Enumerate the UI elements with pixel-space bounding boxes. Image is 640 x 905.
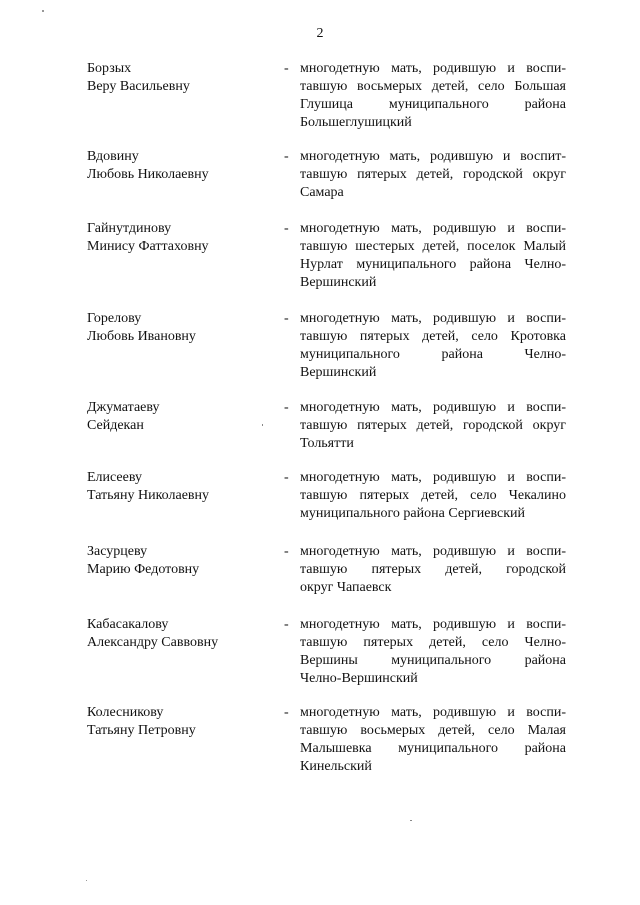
recipient-name: [87, 310, 277, 346]
description-line: муниципального района Сергиевский: [300, 506, 526, 521]
description-line: многодетную мать, родившую и воспи-: [300, 221, 566, 236]
description-line: Кинельский: [300, 759, 372, 774]
entry-description: [300, 60, 566, 132]
recipient-name: [87, 60, 277, 96]
entry-description: [300, 399, 566, 453]
entry-description: [300, 616, 566, 688]
entry-dash: -: [284, 470, 289, 485]
entry-dash: -: [284, 705, 289, 720]
surname: Борзых: [87, 61, 132, 76]
surname: Вдовину: [87, 149, 139, 164]
entry-description: [300, 704, 566, 776]
description-line: Нурлат муниципального района Челно-: [300, 257, 566, 272]
description-line: тавшую пятерых детей, село Кротовка: [300, 329, 566, 344]
given-names: Любовь Николаевну: [87, 167, 209, 182]
description-line: Вершины муниципального района: [300, 653, 566, 668]
scan-speck: [410, 820, 412, 821]
entry-description: [300, 310, 566, 382]
description-line: тавшую пятерых детей, городской округ: [300, 167, 566, 182]
description-line: муниципального района Челно-: [300, 347, 566, 362]
surname: Елисееву: [87, 470, 142, 485]
description-line: Малышевка муниципального района: [300, 741, 566, 756]
entry-dash: -: [284, 400, 289, 415]
surname: Колесникову: [87, 705, 164, 720]
scan-speck: [42, 10, 44, 12]
surname: Засурцеву: [87, 544, 148, 559]
description-line: многодетную мать, родившую и воспи-: [300, 617, 566, 632]
scan-speck: [86, 880, 87, 881]
description-line: Глушица муниципального района: [300, 97, 566, 112]
entry-description: [300, 469, 566, 523]
recipient-name: [87, 469, 277, 505]
given-names: Сейдекан: [87, 418, 144, 433]
surname: Гайнутдинову: [87, 221, 172, 236]
recipient-name: [87, 616, 277, 652]
entry-dash: -: [284, 311, 289, 326]
description-line: Вершинский: [300, 365, 377, 380]
recipient-name: [87, 543, 277, 579]
description-line: многодетную мать, родившую и воспи-: [300, 400, 566, 415]
recipient-name: [87, 220, 277, 256]
surname: Кабасакалову: [87, 617, 169, 632]
given-names: Минису Фаттаховну: [87, 239, 209, 254]
given-names: Марию Федотовну: [87, 562, 200, 577]
description-line: тавшую пятерых детей, городской: [300, 562, 566, 577]
recipient-name: [87, 704, 277, 740]
entry-dash: -: [284, 149, 289, 164]
entry-description: [300, 148, 566, 202]
given-names: Любовь Ивановну: [87, 329, 196, 344]
given-names: Веру Васильевну: [87, 79, 190, 94]
description-line: округ Чапаевск: [300, 580, 392, 595]
recipient-name: [87, 399, 277, 435]
description-line: тавшую шестерых детей, поселок Малый: [300, 239, 566, 254]
description-line: многодетную мать, родившую и воспи-: [300, 544, 566, 559]
description-line: Самара: [300, 185, 344, 200]
entry-dash: -: [284, 221, 289, 236]
entry-description: [300, 220, 566, 292]
description-line: тавшую пятерых детей, городской округ: [300, 418, 566, 433]
description-line: Тольятти: [300, 436, 354, 451]
surname: Горелову: [87, 311, 142, 326]
recipient-name: [87, 148, 277, 184]
entry-dash: -: [284, 61, 289, 76]
description-line: многодетную мать, родившую и воспит-: [300, 149, 566, 164]
entry-dash: -: [284, 544, 289, 559]
description-line: Вершинский: [300, 275, 377, 290]
description-line: многодетную мать, родившую и воспи-: [300, 61, 566, 76]
scan-speck: [262, 424, 263, 426]
description-line: многодетную мать, родившую и воспи-: [300, 470, 566, 485]
description-line: тавшую восьмерых детей, село Малая: [300, 723, 566, 738]
description-line: Большеглушицкий: [300, 115, 412, 130]
description-line: многодетную мать, родившую и воспи-: [300, 705, 566, 720]
given-names: Александру Саввовну: [87, 635, 219, 650]
surname: Джуматаеву: [87, 400, 160, 415]
given-names: Татьяну Николаевну: [87, 488, 210, 503]
description-line: многодетную мать, родившую и воспи-: [300, 311, 566, 326]
description-line: тавшую пятерых детей, село Челно-: [300, 635, 566, 650]
description-line: Челно-Вершинский: [300, 671, 418, 686]
description-line: тавшую восьмерых детей, село Большая: [300, 79, 566, 94]
description-line: тавшую пятерых детей, село Чекалино: [300, 488, 566, 503]
page-number: 2: [316, 26, 324, 41]
given-names: Татьяну Петровну: [87, 723, 196, 738]
entry-description: [300, 543, 566, 597]
entry-dash: -: [284, 617, 289, 632]
